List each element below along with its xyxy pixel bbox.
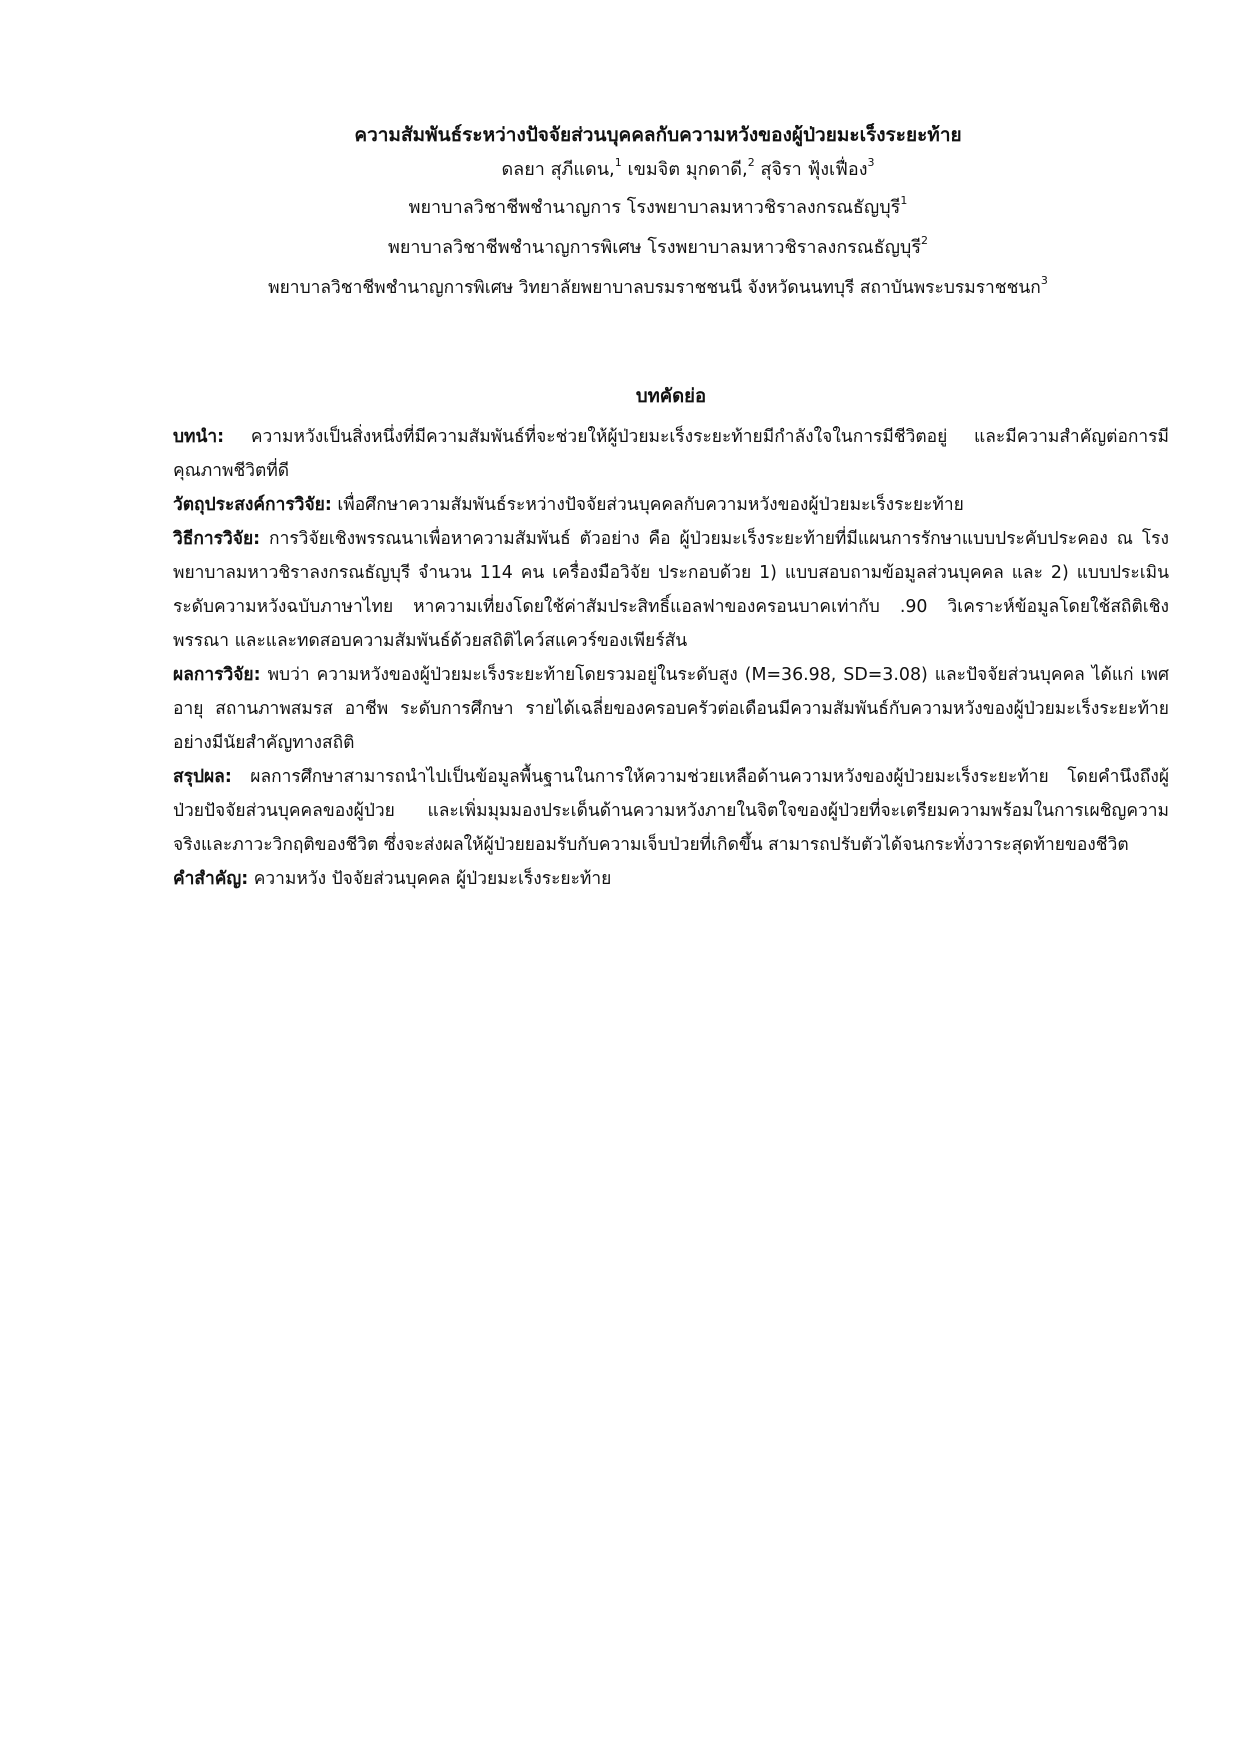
section-label: สรุปผล: — [173, 767, 232, 787]
abstract-methods — [173, 522, 1169, 658]
affiliation-line — [160, 188, 1156, 228]
section-label: บทนำ: — [173, 427, 225, 447]
affiliation-line — [120, 268, 1196, 308]
abstract-results — [173, 658, 1169, 760]
author-name: เขมจิต มุกดาดี, — [627, 159, 748, 180]
affiliation-text: พยาบาลวิชาชีพชำนาญการพิเศษ โรงพยาบาลมหาวชิราลงกรณธัญบุรี — [387, 237, 922, 258]
affiliation-mark: 1 — [900, 194, 908, 207]
abstract-introduction — [173, 420, 1169, 488]
affiliation-line — [160, 228, 1156, 268]
affiliation-mark: 3 — [1040, 274, 1048, 288]
section-text: พบว่า ความหวังของผู้ป่วยมะเร็งระยะท้ายโดยรวมอยู่ในระดับสูง (M=36.98, SD=3.08) และปัจจัยส่วนบุคคล ได้แก่ เพศ อายุ สถานภาพสมรส อาชีพ ระดับการศึกษา รายได้เฉลี่ยของครอบครัวต่อเดือนมีความสัมพันธ์กับความหวังของผู้ป่วยมะเร็งระยะท้ายอย่างมีนัยสำคัญทางสถิติ — [173, 665, 1170, 753]
section-text: เพื่อศึกษาความสัมพันธ์ระหว่างปัจจัยส่วนบุคคลกับความหวังของผู้ป่วยมะเร็งระยะท้าย — [337, 495, 964, 515]
author-name: ดลยา สุภีแดน, — [501, 159, 615, 180]
author-affiliation-mark: 1 — [614, 156, 622, 169]
author-list — [160, 152, 1156, 188]
abstract-section — [173, 380, 1169, 896]
paper-header — [160, 118, 1156, 308]
section-label: คำสำคัญ: — [173, 869, 249, 889]
section-label: วิธีการวิจัย: — [173, 529, 261, 549]
affiliation-text: พยาบาลวิชาชีพชำนาญการพิเศษ วิทยาลัยพยาบาลบรมราชชนนี จังหวัดนนทบุรี สถาบันพระบรมราชชนก — [268, 278, 1041, 298]
abstract-objective — [173, 488, 1169, 522]
section-text: การวิจัยเชิงพรรณนาเพื่อหาความสัมพันธ์ ตัวอย่าง คือ ผู้ป่วยมะเร็งระยะท้ายที่มีแผนการรักษาแบบประคับประคอง ณ โรงพยาบาลมหาวชิราลงกรณธัญบุรี จำนวน 114 คน เครื่องมือวิจัย ประกอบด้วย 1) แบบสอบถามข้อมูลส่วนบุคคล และ 2) แบบประเมินระดับความหวังฉบับภาษาไทย หาความเที่ยงโดยใช้ค่าสัมประสิทธิ์แอลฟาของครอนบาคเท่ากับ .90 วิเคราะห์ข้อมูลโดยใช้สถิติเชิงพรรณา และและทดสอบความสัมพันธ์ด้วยสถิติไคว์สแควร์ของเพียร์สัน — [173, 529, 1169, 651]
author-affiliation-mark: 2 — [747, 156, 755, 169]
section-text: ความหวังเป็นสิ่งหนึ่งที่มีความสัมพันธ์ที่จะช่วยให้ผู้ป่วยมะเร็งระยะท้ายมีกำลังใจในการมีชีวิตอยู่ และมีความสำคัญต่อการมีคุณภาพชีวิตที่ดี — [173, 427, 1169, 481]
paper-title: ความสัมพันธ์ระหว่างปัจจัยส่วนบุคคลกับความหวังของผู้ป่วยมะเร็งระยะท้าย — [354, 124, 962, 146]
abstract-heading: บทคัดย่อ — [635, 386, 707, 407]
author-name: สุจิรา ฟุ้งเฟื่อง — [760, 159, 868, 180]
section-text: ความหวัง ปัจจัยส่วนบุคคล ผู้ป่วยมะเร็งระยะท้าย — [253, 869, 612, 889]
section-label: วัตถุประสงค์การวิจัย: — [173, 495, 332, 515]
abstract-keywords — [173, 862, 1169, 896]
section-label: ผลการวิจัย: — [173, 665, 261, 685]
abstract-conclusion — [173, 760, 1169, 862]
affiliation-mark: 2 — [921, 234, 929, 247]
section-text: ผลการศึกษาสามารถนำไปเป็นข้อมูลพื้นฐานในการให้ความช่วยเหลือด้านความหวังของผู้ป่วยมะเร็งระยะท้าย โดยคำนึงถึงผู้ป่วยปัจจัยส่วนบุคคลของผู้ป่วย และเพิ่มมุมมองประเด็นด้านความหวังภายในจิตใจของผู้ป่วยที่จะเตรียมความพร้อมในการเผชิญความจริงและภาวะวิกฤติของชีวิต ซึ่งจะส่งผลให้ผู้ป่วยยอมรับกับความเจ็บป่วยที่เกิดขึ้น สามารถปรับตัวได้จนกระทั่งวาระสุดท้ายของชีวิต — [173, 767, 1170, 855]
affiliation-text: พยาบาลวิชาชีพชำนาญการ โรงพยาบาลมหาวชิราลงกรณธัญบุรี — [408, 197, 901, 218]
author-affiliation-mark: 3 — [867, 156, 875, 169]
